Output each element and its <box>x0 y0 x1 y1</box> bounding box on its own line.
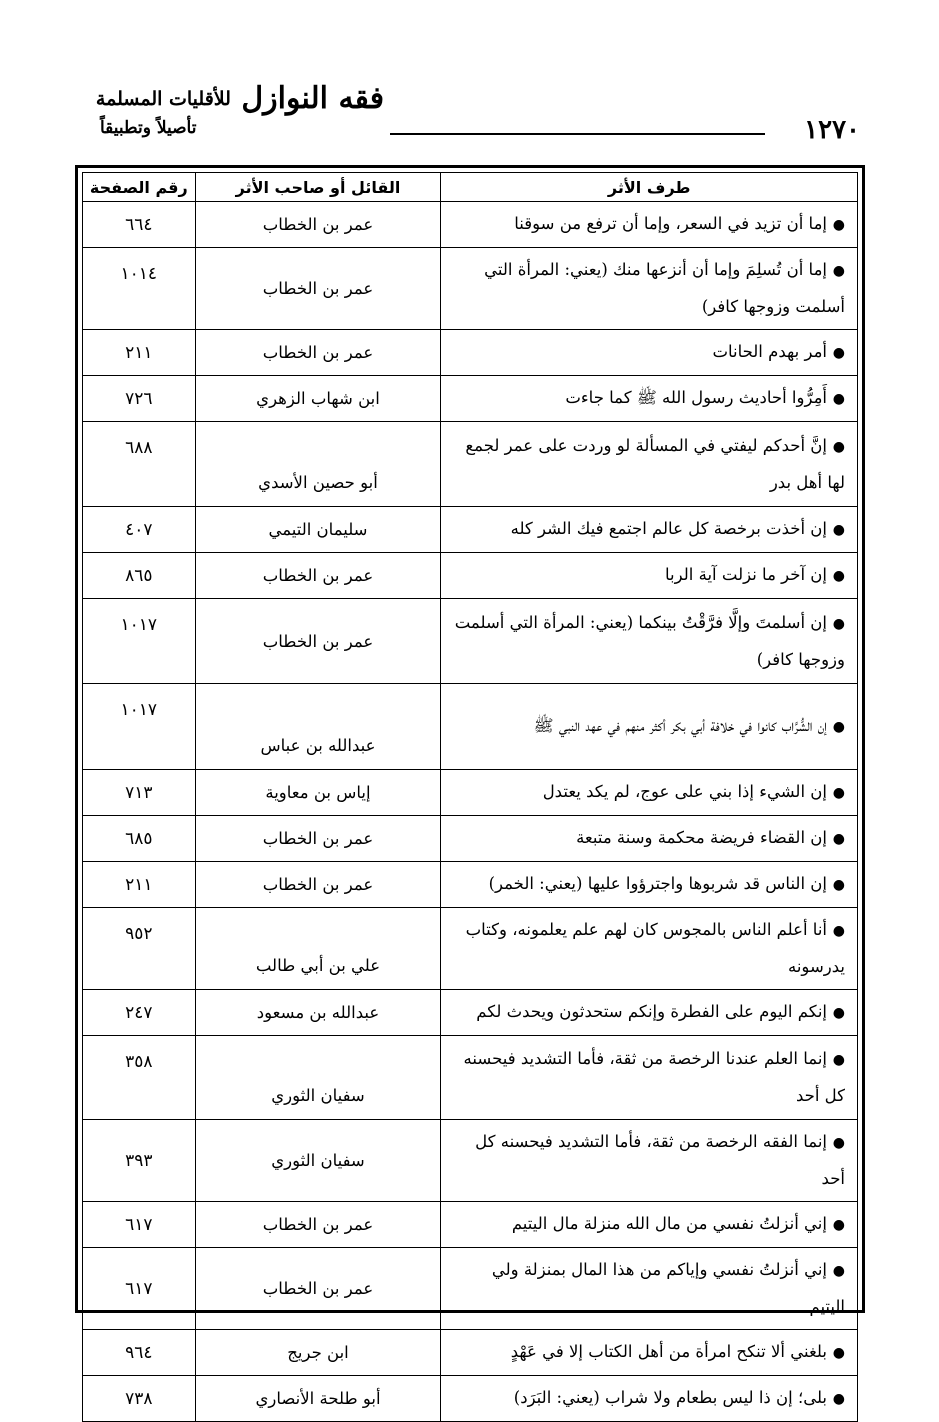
athar-text: إن القضاء فريضة محكمة وسنة متبعة <box>576 828 827 847</box>
bullet-icon: ● <box>832 1005 845 1021</box>
page-cell: ٣٩٣ <box>83 1120 196 1202</box>
book-title <box>90 80 390 160</box>
athar-cell <box>441 1248 858 1330</box>
athar-cell <box>441 684 858 770</box>
page-cell: ٢١١ <box>83 862 196 908</box>
qail-cell: ابن شهاب الزهري <box>195 376 441 422</box>
table-row <box>83 330 858 376</box>
qail-cell: عمر بن الخطاب <box>195 862 441 908</box>
qail-cell: عمر بن الخطاب <box>195 816 441 862</box>
bullet-icon: ● <box>832 831 845 847</box>
athar-text: إن أسلمتَ وإلَّا فرَّقْتُ بينكما (يعني: المرأة التي أسلمت وزوجها كافر) <box>454 612 845 669</box>
table-row <box>83 1120 858 1202</box>
bullet-icon: ● <box>832 1345 845 1361</box>
athar-text: بلغني ألا تنكح امرأة من أهل الكتاب إلا في عَهْدٍ <box>510 1342 827 1361</box>
qail-cell: عبدالله بن مسعود <box>195 990 441 1036</box>
bullet-icon: ● <box>832 522 845 538</box>
qail-cell: سفيان الثوري <box>195 1120 441 1202</box>
qail-cell: عمر بن الخطاب <box>195 553 441 599</box>
table-row <box>83 599 858 684</box>
page-cell: ١٠١٧ <box>83 599 196 684</box>
table-row <box>83 507 858 553</box>
bullet-icon: ● <box>832 345 845 361</box>
book-title-text: فقه النوازل <box>241 81 385 116</box>
bullet-icon: ● <box>832 217 845 233</box>
page-cell: ٩٥٢ <box>83 908 196 990</box>
athar-cell <box>441 202 858 248</box>
qail-cell: أبو طلحة الأنصاري <box>195 1376 441 1422</box>
athar-text: إنكم اليوم على الفطرة وإنكم ستحدثون ويحدث لكم <box>476 1002 827 1021</box>
page-cell: ٧٢٦ <box>83 376 196 422</box>
page-cell: ١٠١٤ <box>83 248 196 330</box>
page-cell: ٧٣٨ <box>83 1376 196 1422</box>
page-cell: ٦٦٤ <box>83 202 196 248</box>
athar-text: أَمِرُّوا أحاديث رسول الله ﷺ كما جاءت <box>565 388 827 407</box>
column-header-athar: طرف الأثر <box>441 173 858 202</box>
table-row <box>83 553 858 599</box>
table-row <box>83 862 858 908</box>
bullet-icon: ● <box>832 719 845 735</box>
bullet-icon: ● <box>832 263 845 279</box>
table-row <box>83 376 858 422</box>
bullet-icon: ● <box>832 1391 845 1407</box>
column-header-page: رقم الصفحة <box>83 173 196 202</box>
table-row <box>83 684 858 770</box>
page-cell: ٨٦٥ <box>83 553 196 599</box>
athar-text: بلى؛ إن ذا ليس بطعام ولا شراب (يعني: البَرَد) <box>513 1388 827 1407</box>
page-cell: ٦٨٥ <box>83 816 196 862</box>
table-row <box>83 202 858 248</box>
athar-cell <box>441 422 858 507</box>
athar-cell <box>441 330 858 376</box>
table-row <box>83 908 858 990</box>
athar-text: إما أن تُسلِمَ وإما أن أنزعها منك (يعني: المرأة التي أسلمت وزوجها كافر) <box>484 260 845 316</box>
table-row <box>83 990 858 1036</box>
bullet-icon: ● <box>832 1263 845 1279</box>
bullet-icon: ● <box>832 785 845 801</box>
athar-text: إنما العلم عندنا الرخصة من ثقة، فأما التشديد فيحسنه كل أحد <box>463 1049 845 1105</box>
athar-cell <box>441 862 858 908</box>
column-header-qail: القائل أو صاحب الأثر <box>195 173 441 202</box>
athar-text: إن أخذت برخصة كل عالم اجتمع فيك الشر كله <box>510 519 827 538</box>
athar-text: إني أنزلتُ نفسي وإياكم من هذا المال بمنزلة ولي اليتيم <box>491 1260 845 1316</box>
table-body <box>83 202 858 1422</box>
qail-cell: عمر بن الخطاب <box>195 1202 441 1248</box>
bullet-icon: ● <box>832 1217 845 1233</box>
athar-text: أنا أعلم الناس بالمجوس كان لهم علم يعلمونه، وكتاب يدرسونه <box>465 920 845 976</box>
page-cell: ٦٨٨ <box>83 422 196 507</box>
athar-cell <box>441 1330 858 1376</box>
table-row <box>83 816 858 862</box>
athar-text: إنَّ أحدكم ليفتي في المسألة لو وردت على عمر لجمع لها أهل بدر <box>465 435 845 492</box>
athar-cell <box>441 908 858 990</box>
page-cell: ٢٤٧ <box>83 990 196 1036</box>
page-cell: ٦١٧ <box>83 1248 196 1330</box>
qail-cell: عمر بن الخطاب <box>195 202 441 248</box>
page-cell: ٤٠٧ <box>83 507 196 553</box>
athar-cell <box>441 1202 858 1248</box>
page-cell: ٩٦٤ <box>83 1330 196 1376</box>
book-title-suffix: للأقليات المسلمة <box>95 88 231 110</box>
qail-cell: عمر بن الخطاب <box>195 330 441 376</box>
qail-cell: علي بن أبي طالب <box>195 908 441 990</box>
table-row <box>83 1248 858 1330</box>
athar-text: إما أن تزيد في السعر، وإما أن ترفع من سوقنا <box>514 214 827 233</box>
athar-cell <box>441 770 858 816</box>
page-cell: ٧١٣ <box>83 770 196 816</box>
bullet-icon: ● <box>832 1052 845 1068</box>
qail-cell: ابن جريج <box>195 1330 441 1376</box>
qail-cell: سفيان الثوري <box>195 1036 441 1120</box>
athar-cell <box>441 507 858 553</box>
page-cell: ٢١١ <box>83 330 196 376</box>
bullet-icon: ● <box>832 615 845 632</box>
page-number: ١٢٧٠ <box>804 115 860 145</box>
athar-cell <box>441 599 858 684</box>
bullet-icon: ● <box>832 877 845 893</box>
header-rule <box>390 133 765 135</box>
bullet-icon: ● <box>832 438 845 455</box>
page-cell: ٦١٧ <box>83 1202 196 1248</box>
athar-text: إن آخر ما نزلت آية الربا <box>665 565 827 584</box>
athar-cell <box>441 1120 858 1202</box>
table-row <box>83 1330 858 1376</box>
table-row <box>83 1202 858 1248</box>
qail-cell: سليمان التيمي <box>195 507 441 553</box>
qail-cell: إياس بن معاوية <box>195 770 441 816</box>
page-header <box>60 60 860 150</box>
table-row <box>83 248 858 330</box>
page-cell: ٣٥٨ <box>83 1036 196 1120</box>
athar-cell <box>441 1036 858 1120</box>
athar-cell <box>441 376 858 422</box>
athar-index-table <box>82 172 858 1422</box>
athar-text: إن الشُّرَّاب كانوا في خلافة أبي بكر أكثر منهم في عهد النبي ﷺ <box>533 716 827 735</box>
athar-cell <box>441 990 858 1036</box>
athar-cell <box>441 816 858 862</box>
page-cell: ١٠١٧ <box>83 684 196 770</box>
bullet-icon: ● <box>832 1135 845 1151</box>
qail-cell: أبو حصين الأسدي <box>195 422 441 507</box>
table-row <box>83 770 858 816</box>
table-row <box>83 422 858 507</box>
book-title-main <box>90 80 390 118</box>
athar-text: إن الشيء إذا بني على عوج، لم يكد يعتدل <box>542 782 827 801</box>
athar-text: إنما الفقه الرخصة من ثقة، فأما التشديد فيحسنه كل أحد <box>475 1132 845 1188</box>
table-row <box>83 1036 858 1120</box>
athar-text: إني أنزلتُ نفسي من مال الله منزلة مال اليتيم <box>511 1214 827 1233</box>
bullet-icon: ● <box>832 391 845 407</box>
qail-cell: عمر بن الخطاب <box>195 1248 441 1330</box>
athar-cell <box>441 553 858 599</box>
athar-text: أمر بهدم الحانات <box>712 342 827 361</box>
athar-text: إن الناس قد شربوها واجترؤوا عليها (يعني: الخمر) <box>488 874 827 893</box>
qail-cell: عمر بن الخطاب <box>195 599 441 684</box>
table-header-row <box>83 173 858 202</box>
book-subtitle: تأصيلاً وتطبيقاً <box>100 118 197 138</box>
qail-cell: عمر بن الخطاب <box>195 248 441 330</box>
athar-cell <box>441 248 858 330</box>
bullet-icon: ● <box>832 923 845 939</box>
bullet-icon: ● <box>832 568 845 584</box>
athar-index-table-frame <box>75 165 865 1409</box>
qail-cell: عبدالله بن عباس <box>195 684 441 770</box>
